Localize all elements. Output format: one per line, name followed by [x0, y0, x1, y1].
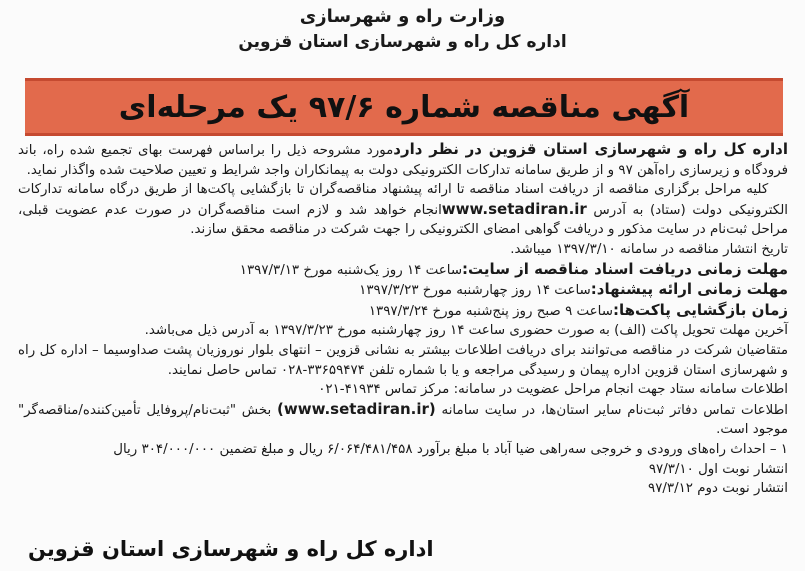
offices-info — [13, 399, 789, 440]
notice-title: آگهی مناقصه شماره ۹۷/۶ یک مرحله‌ای — [118, 89, 690, 125]
setad-link[interactable]: www.setadiran.ir — [441, 199, 587, 218]
process-paragraph — [13, 180, 788, 240]
envelope-deadline: آخرین مهلت تحویل پاکت (الف) به صورت حضوری ساعت ۱۴ روز چهارشنبه مورخ ۱۳۹۷/۳/۲۳ به آدرس ذیل می‌باشد. — [144, 323, 788, 339]
tender-item: ۱ – احداث راه‌های ورودی و خروجی سه‌راهی ضیا آباد با مبلغ برآورد ۶/۰۶۴/۴۸۱/۴۵۸ ریال و مبلغ تضمین ۳۰۴/۰۰۰/۰۰۰ ریال — [113, 441, 788, 457]
intro-paragraph — [13, 140, 788, 180]
contact-center: اطلاعات سامانه ستاد جهت انجام مراحل عضویت در سامانه: مرکز تماس ۴۱۹۳۴-۰۲۱ — [318, 382, 788, 398]
deadline-value: ساعت ۹ صبح روز پنج‌شنبه مورخ ۱۳۹۷/۳/۲۴ — [368, 303, 613, 319]
process-text-a: کلیه مراحل برگزاری مناقصه از دریافت اسناد مناقصه تا ارائه پیشنهاد مناقصه‌گران تا بازگشایی پاکت‌ها از طریق درگاه سامانه تدارکات الکترونیکی دولت (ستاد) به آدرس — [13, 182, 788, 218]
publish-date: تاریخ انتشار مناقصه در سامانه ۱۳۹۷/۳/۱۰ میباشد. — [510, 241, 788, 257]
intro-text: مورد مشروحه ذیل را براساس فهرست بهای تجمیع شده راه، باند فرودگاه و زیرسازی راه‌آهن ۹۷ و از طریق سامانه تدارکات الکترونیکی دولت به پیمانکاران واجد شرایط و تعیین صلاحیت شده واگذار نماید. — [13, 143, 788, 178]
office-name: اداره کل راه و شهرسازی استان قزوین — [238, 32, 567, 52]
offices-text-a: اطلاعات تماس دفاتر ثبت‌نام سایر استان‌ها، در سایت سامانه — [435, 402, 789, 418]
offices-text-b: بخش "ثبت‌نام/پروفایل تأمین‌کننده/مناقصه‌گر" موجود است. — [13, 402, 788, 438]
ministry-name: وزارت راه و شهرسازی — [299, 6, 506, 27]
header — [0, 0, 805, 54]
footer-org: اداره کل راه و شهرسازی استان قزوین — [28, 537, 434, 561]
deadline-label: مهلت زمانی ارائه پیشنهاد: — [590, 280, 788, 299]
deadline-value: ساعت ۱۴ روز چهارشنبه مورخ ۱۳۹۷/۳/۲۳ — [359, 283, 591, 299]
process-text-b: انجام خواهد شد و لازم است مناقصه‌گران در صورت عدم عضویت قبلی، مراحل ثبت‌نام در سایت مذکور و دریافت گواهی امضای الکترونیکی را جهت شرکت در مناقصه محقق سازند. — [13, 202, 788, 238]
publication-second: انتشار نوبت دوم ۹۷/۳/۱۲ — [648, 481, 788, 497]
setad-link-2[interactable]: (www.setadiran.ir) — [277, 399, 436, 418]
title-banner — [25, 78, 783, 136]
deadline-label: مهلت زمانی دریافت اسناد مناقصه از سایت: — [462, 259, 788, 278]
deadline-opening — [18, 301, 788, 322]
intro-lead: اداره کل راه و شهرسازی استان قزوین در نظر دارد — [393, 140, 788, 158]
notice-body — [13, 140, 789, 499]
deadline-documents — [18, 260, 788, 281]
applicants-info: متقاضیان شرکت در مناقصه می‌توانند برای دریافت اطلاعات بیشتر به نشانی قزوین – انتهای بلوار نوروزیان پشت صداوسیما – اداره کل راه و شهرسازی استان قزوین اداره پیمان و رسیدگی مراجعه و یا با شماره تلفن ۳۳۶۵۹۴۷۴-۰۲۸ تماس حاصل نمایند. — [13, 342, 788, 378]
deadline-value: ساعت ۱۴ روز یک‌شنبه مورخ ۱۳۹۷/۳/۱۳ — [239, 262, 463, 278]
deadline-label: زمان بازگشایی پاکت‌ها: — [612, 300, 788, 319]
publication-first: انتشار نوبت اول ۹۷/۳/۱۰ — [648, 461, 788, 477]
deadline-proposal — [18, 280, 788, 301]
